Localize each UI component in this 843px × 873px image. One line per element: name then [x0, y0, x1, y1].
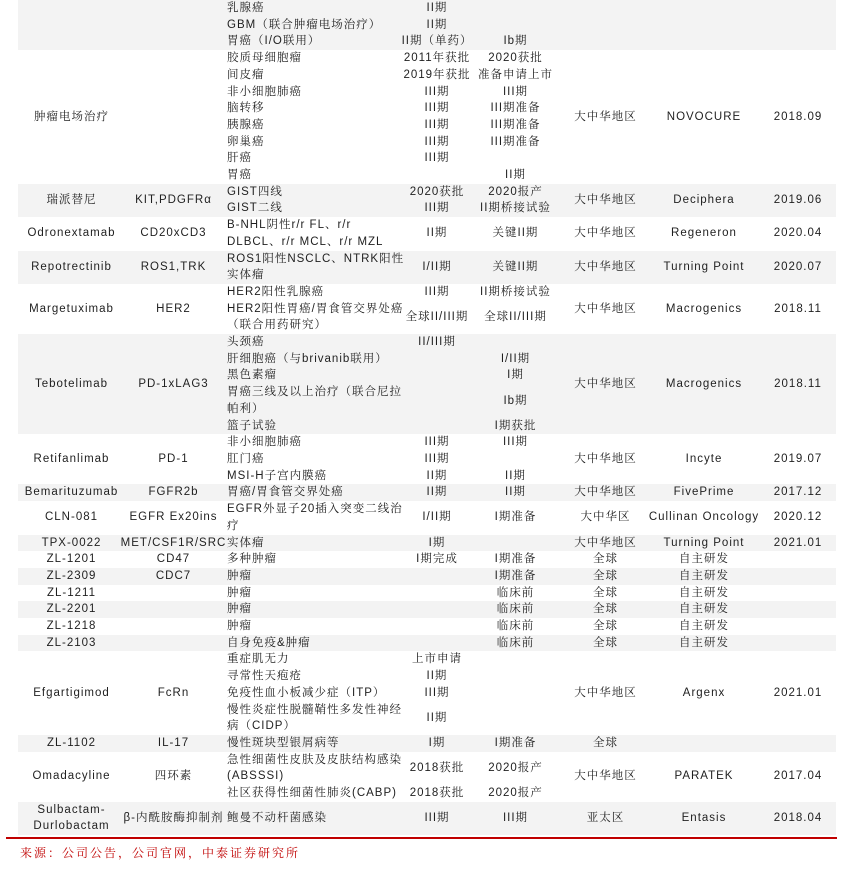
- indication-row: [222, 668, 563, 685]
- partner-cell: Deciphera: [673, 194, 735, 207]
- status-column2-cell: 临床前: [496, 636, 535, 649]
- indication-status-block: [222, 601, 563, 618]
- indication-row: [222, 585, 563, 602]
- indication-row: [222, 0, 563, 17]
- indication-row: [222, 33, 563, 50]
- pipeline-row-group: [18, 635, 836, 652]
- pipeline-row-group: [18, 601, 836, 618]
- region-cell: 大中华地区: [574, 302, 637, 315]
- pipeline-row-group: [18, 434, 836, 484]
- partner-cell: Macrogenics: [665, 302, 743, 315]
- indication-cell: 社区获得性细菌性肺炎(CABP): [227, 787, 397, 800]
- drug-name-cell: ZL-2201: [46, 603, 97, 616]
- target-cell: MET/CSF1R/SRC: [120, 536, 227, 549]
- status-column2-cell: 2020报产: [488, 761, 543, 774]
- drug-name-cell: CLN-081: [44, 511, 99, 524]
- date-cell: 2020.04: [773, 227, 823, 240]
- indication-cell: 多种肿瘤: [227, 553, 277, 566]
- status-column1-cell: II期: [426, 469, 448, 482]
- status-column2-cell: 2020获批: [488, 52, 543, 65]
- pipeline-row-group: [18, 551, 836, 568]
- indication-status-block: [222, 535, 563, 552]
- region-cell: 大中华地区: [574, 452, 637, 465]
- status-column1-cell: 2011年获批: [403, 52, 471, 65]
- target-cell: EGFR Ex20ins: [129, 511, 218, 524]
- status-column2-cell: 2020报产: [488, 185, 543, 198]
- indication-cell: 非小细胞肺癌: [227, 85, 302, 98]
- date-cell: [760, 635, 836, 652]
- target-cell: FcRn: [157, 686, 190, 699]
- target-cell: HER2: [156, 302, 191, 315]
- target-cell: β-内酰胺酶抑制剂: [123, 812, 224, 825]
- date-cell: [760, 585, 836, 602]
- indication-cell: 胶质母细胞瘤: [227, 52, 302, 65]
- date-cell: [760, 601, 836, 618]
- status-column2-cell: 临床前: [496, 620, 535, 633]
- indication-cell: 慢性斑块型银屑病等: [227, 736, 340, 749]
- date-cell: [760, 568, 836, 585]
- status-column2-cell: II期桥接试验: [480, 285, 551, 298]
- indication-status-block: [222, 651, 563, 735]
- indication-cell: 胰腺癌: [227, 118, 265, 131]
- pipeline-row-group: [18, 184, 836, 217]
- status-column2-cell: 关键II期: [492, 260, 539, 273]
- indication-cell: 免疫性血小板减少症（ITP）: [227, 686, 386, 699]
- target-cell: PD-1: [158, 452, 189, 465]
- date-cell: [760, 0, 836, 50]
- pipeline-row-group: [18, 334, 836, 434]
- pipeline-row-group: [18, 284, 836, 334]
- partner-cell: Macrogenics: [665, 377, 743, 390]
- drug-name-cell: Bemarituzumab: [24, 486, 119, 499]
- partner-cell: Argenx: [682, 686, 726, 699]
- indication-cell: 胃癌三线及以上治疗（联合尼拉帕利）: [227, 386, 402, 415]
- indication-row: [222, 568, 563, 585]
- indication-cell: GIST四线: [227, 185, 283, 198]
- indication-cell: 卵巢癌: [227, 135, 265, 148]
- status-column2-cell: 临床前: [496, 586, 535, 599]
- status-column2-cell: I期准备: [494, 569, 537, 582]
- indication-row: [222, 451, 563, 468]
- indication-cell: HER2阳性乳腺癌: [227, 285, 325, 298]
- date-cell: 2020.07: [773, 260, 823, 273]
- indication-status-block: [222, 217, 563, 250]
- indication-row: [222, 301, 563, 334]
- status-column1-cell: III期: [424, 85, 450, 98]
- target-cell: IL-17: [157, 736, 190, 749]
- indication-cell: 肿瘤: [227, 603, 252, 616]
- region-cell: 大中华地区: [574, 377, 637, 390]
- status-column2-cell: III期准备: [490, 118, 541, 131]
- target-cell: ROS1,TRK: [140, 260, 207, 273]
- indication-cell: 实体瘤: [227, 536, 265, 549]
- indication-row: [222, 251, 563, 284]
- partner-cell: 自主研发: [679, 603, 729, 616]
- indication-cell: 黑色素瘤: [227, 369, 277, 382]
- indication-cell: 间皮瘤: [227, 68, 265, 81]
- region-cell: 大中华地区: [574, 770, 637, 783]
- target-cell: FGFR2b: [148, 486, 199, 499]
- indication-status-block: [222, 434, 563, 484]
- pipeline-row-group: [18, 618, 836, 635]
- drug-name-cell: Sulbactam-Durlobactam: [33, 803, 110, 833]
- status-column2-cell: II期桥接试验: [480, 202, 551, 215]
- indication-status-block: [222, 618, 563, 635]
- indication-row: [222, 84, 563, 101]
- date-cell: 2017.12: [773, 486, 823, 499]
- partner-cell: FivePrime: [673, 486, 735, 499]
- date-cell: 2017.04: [773, 770, 823, 783]
- indication-cell: GBM（联合肿瘤电场治疗）: [227, 18, 382, 31]
- indication-cell: 胃癌（I/O联用）: [227, 35, 321, 48]
- status-column1-cell: I期: [428, 736, 446, 749]
- indication-cell: 头颈癌: [227, 336, 265, 349]
- status-column2-cell: II期: [505, 469, 526, 482]
- indication-status-block: [222, 635, 563, 652]
- status-column1-cell: III期: [424, 686, 450, 699]
- date-cell: [760, 551, 836, 568]
- date-cell: 2018.11: [774, 377, 822, 390]
- indication-status-block: [222, 735, 563, 752]
- region-cell: 亚太区: [586, 812, 625, 825]
- status-column2-cell: Ib期: [503, 35, 528, 48]
- indication-row: [222, 17, 563, 34]
- drug-name-cell: Efgartigimod: [33, 686, 110, 699]
- date-cell: 2019.06: [773, 194, 823, 207]
- drug-name-cell: [18, 0, 125, 50]
- status-column1-cell: II期: [426, 227, 448, 240]
- status-column2-cell: 2020报产: [488, 787, 543, 800]
- partner-cell: [648, 735, 760, 752]
- status-column1-cell: 2018获批: [409, 787, 465, 800]
- drug-name-cell: Omadacyline: [32, 770, 111, 783]
- region-cell: 大中华地区: [574, 260, 637, 273]
- status-column2-cell: 临床前: [496, 603, 535, 616]
- indication-row: [222, 618, 563, 635]
- indication-cell: EGFR外显子20插入突变二线治疗: [227, 503, 403, 532]
- indication-status-block: [222, 585, 563, 602]
- indication-cell: B-NHL阴性r/r FL、r/r DLBCL、r/r MCL、r/r MZL: [227, 219, 384, 248]
- partner-cell: PARATEK: [674, 770, 734, 783]
- indication-row: [222, 785, 563, 802]
- indication-cell: 肝细胞癌（与brivanib联用）: [227, 352, 388, 365]
- pipeline-row-group: [18, 0, 836, 50]
- indication-row: [222, 601, 563, 618]
- status-column1-cell: II期: [426, 670, 448, 683]
- drug-name-cell: 肿瘤电场治疗: [34, 110, 109, 123]
- partner-cell: 自主研发: [679, 569, 729, 582]
- date-cell: 2019.07: [773, 452, 823, 465]
- target-cell: [125, 618, 222, 635]
- pipeline-row-group: [18, 535, 836, 552]
- region-cell: 大中华地区: [574, 686, 637, 699]
- indication-cell: ROS1阳性NSCLC、NTRK阳性实体瘤: [227, 252, 405, 282]
- region-cell: 全球: [593, 553, 618, 566]
- drug-name-cell: Odronextamab: [27, 227, 116, 240]
- region-cell: 大中华地区: [574, 110, 637, 123]
- status-column2-cell: I期准备: [494, 511, 537, 524]
- indication-status-block: [222, 284, 563, 334]
- date-cell: 2021.01: [773, 686, 823, 699]
- drug-name-cell: ZL-2309: [46, 569, 97, 582]
- indication-row: [222, 217, 563, 250]
- target-cell: [125, 635, 222, 652]
- indication-row: [222, 367, 563, 384]
- indication-row: [222, 635, 563, 652]
- indication-row: [222, 434, 563, 451]
- status-column2-cell: III期: [502, 436, 529, 449]
- status-column2-cell: III期准备: [490, 102, 541, 115]
- region-cell: 全球: [593, 603, 618, 616]
- status-column2-cell: III期准备: [490, 135, 541, 148]
- status-column1-cell: I/II期: [422, 511, 452, 524]
- status-column2-cell: I期获批: [494, 419, 537, 432]
- partner-cell: [648, 0, 760, 50]
- partner-cell: Turning Point: [663, 536, 745, 549]
- drug-name-cell: Tebotelimab: [34, 377, 108, 390]
- pipeline-row-group: [18, 752, 836, 802]
- indication-cell: HER2阳性胃癌/胃食管交界处癌（联合用药研究）: [227, 302, 404, 332]
- target-cell: CD20xCD3: [140, 227, 207, 240]
- indication-status-block: [222, 0, 563, 50]
- status-column1-cell: I/II期: [422, 260, 452, 273]
- indication-status-block: [222, 251, 563, 284]
- status-column1-cell: III期: [424, 452, 450, 465]
- target-cell: [125, 0, 222, 50]
- region-cell: [563, 0, 648, 50]
- pipeline-row-group: [18, 251, 836, 284]
- indication-row: [222, 100, 563, 117]
- indication-row: [222, 167, 563, 184]
- status-column2-cell: I期准备: [494, 736, 537, 749]
- indication-row: [222, 810, 563, 827]
- indication-row: [222, 334, 563, 351]
- indication-row: [222, 284, 563, 301]
- pipeline-row-group: [18, 217, 836, 250]
- status-column2-cell: 关键II期: [492, 227, 539, 240]
- indication-row: [222, 501, 563, 534]
- status-column1-cell: III期: [424, 135, 450, 148]
- indication-status-block: [222, 752, 563, 802]
- indication-row: [222, 551, 563, 568]
- pipeline-row-group: [18, 735, 836, 752]
- indication-status-block: [222, 551, 563, 568]
- indication-cell: 自身免疫&肿瘤: [227, 636, 311, 649]
- footer-divider: [6, 837, 837, 839]
- indication-cell: 鲍曼不动杆菌感染: [227, 812, 327, 825]
- status-column2-cell: I/II期: [500, 352, 531, 365]
- region-cell: 全球: [593, 569, 618, 582]
- target-cell: CDC7: [155, 569, 192, 582]
- date-cell: [760, 735, 836, 752]
- status-column1-cell: II期（单药）: [401, 35, 473, 48]
- region-cell: 全球: [593, 636, 618, 649]
- status-column2-cell: III期: [502, 85, 529, 98]
- region-cell: 全球: [593, 736, 618, 749]
- indication-cell: 肝癌: [227, 152, 252, 165]
- indication-row: [222, 134, 563, 151]
- status-column1-cell: II期: [426, 18, 448, 31]
- date-cell: 2020.12: [773, 511, 823, 524]
- status-column1-cell: 全球II/III期: [405, 311, 469, 323]
- pipeline-row-group: [18, 484, 836, 501]
- partner-cell: NOVOCURE: [666, 110, 742, 123]
- indication-row: [222, 535, 563, 552]
- target-cell: [125, 601, 222, 618]
- region-cell: 大中华地区: [574, 536, 637, 549]
- region-cell: 大中华地区: [574, 227, 637, 240]
- status-column1-cell: III期: [424, 102, 450, 115]
- target-cell: [125, 585, 222, 602]
- region-cell: 大中华区: [580, 511, 631, 524]
- pipeline-row-group: [18, 501, 836, 534]
- pipeline-row-group: [18, 568, 836, 585]
- indication-row: [222, 117, 563, 134]
- date-cell: 2018.09: [773, 110, 823, 123]
- drug-name-cell: 瑞派替尼: [46, 194, 97, 207]
- indication-cell: 寻常性天疱疮: [227, 670, 302, 683]
- indication-row: [222, 150, 563, 167]
- date-cell: 2018.11: [774, 302, 822, 315]
- indication-row: [222, 200, 563, 217]
- indication-status-block: [222, 50, 563, 184]
- status-column2-cell: II期: [505, 486, 526, 499]
- status-column2-cell: Ib期: [503, 394, 528, 407]
- status-column1-cell: 上市申请: [412, 653, 462, 666]
- indication-cell: 篮子试验: [227, 419, 277, 432]
- indication-row: [222, 651, 563, 668]
- status-column1-cell: I期: [428, 536, 446, 549]
- indication-row: [222, 50, 563, 67]
- status-column1-cell: III期: [424, 812, 450, 825]
- source-note: 来源：公司公告，公司官网，中泰证券研究所: [20, 846, 301, 861]
- status-column1-cell: 2020获批: [409, 185, 465, 198]
- target-cell: [125, 50, 222, 184]
- partner-cell: 自主研发: [679, 636, 729, 649]
- status-column1-cell: II期: [426, 2, 448, 14]
- indication-cell: 胃癌/胃食管交界处癌: [227, 486, 344, 499]
- partner-cell: Cullinan Oncology: [648, 511, 760, 524]
- status-column2-cell: 准备申请上市: [478, 68, 553, 81]
- status-column1-cell: III期: [424, 285, 450, 298]
- indication-status-block: [222, 484, 563, 501]
- status-column1-cell: 2018获批: [409, 761, 465, 774]
- indication-row: [222, 702, 563, 735]
- indication-cell: GIST二线: [227, 202, 283, 215]
- status-column2-cell: I期准备: [494, 553, 537, 566]
- partner-cell: Regeneron: [671, 227, 737, 240]
- indication-cell: 慢性炎症性脱髓鞘性多发性神经病（CIDP）: [227, 703, 402, 733]
- indication-cell: 急性细菌性皮肤及皮肤结构感染(ABSSSI): [227, 753, 402, 783]
- indication-cell: 脑转移: [227, 102, 265, 115]
- indication-row: [222, 752, 563, 785]
- status-column1-cell: II期: [426, 711, 448, 724]
- drug-pipeline-table: [18, 0, 836, 835]
- status-column1-cell: 2019年获批: [403, 68, 471, 81]
- partner-cell: Entasis: [681, 812, 727, 825]
- status-column2-cell: I期: [507, 369, 524, 382]
- pipeline-row-group: [18, 802, 836, 835]
- drug-name-cell: ZL-1102: [47, 736, 96, 749]
- indication-cell: 乳腺癌: [227, 2, 265, 14]
- indication-cell: 肿瘤: [227, 586, 252, 599]
- indication-row: [222, 484, 563, 501]
- indication-cell: 肿瘤: [227, 569, 252, 582]
- indication-row: [222, 735, 563, 752]
- drug-name-cell: TPX-0022: [41, 536, 102, 549]
- partner-cell: 自主研发: [679, 586, 729, 599]
- region-cell: 大中华地区: [574, 486, 637, 499]
- indication-cell: 重症肌无力: [227, 653, 290, 666]
- status-column2-cell: 全球II/III期: [484, 311, 547, 323]
- date-cell: 2018.04: [773, 812, 823, 825]
- indication-cell: 胃癌: [227, 169, 252, 182]
- drug-name-cell: ZL-1201: [46, 553, 97, 566]
- indication-row: [222, 67, 563, 84]
- region-cell: 大中华地区: [574, 194, 637, 207]
- partner-cell: 自主研发: [679, 620, 729, 633]
- indication-row: [222, 184, 563, 201]
- partner-cell: Turning Point: [663, 260, 745, 273]
- indication-row: [222, 468, 563, 485]
- status-column1-cell: III期: [424, 202, 450, 215]
- status-column1-cell: II期: [426, 486, 448, 499]
- date-cell: [760, 618, 836, 635]
- indication-row: [222, 351, 563, 368]
- indication-row: [222, 685, 563, 702]
- status-column1-cell: III期: [424, 436, 450, 449]
- target-cell: PD-1xLAG3: [138, 377, 209, 390]
- indication-row: [222, 384, 563, 417]
- indication-cell: 非小细胞肺癌: [227, 436, 302, 449]
- target-cell: KIT,PDGFRα: [135, 194, 212, 207]
- date-cell: 2021.01: [773, 536, 823, 549]
- region-cell: 全球: [593, 620, 618, 633]
- drug-name-cell: ZL-1218: [46, 620, 97, 633]
- drug-name-cell: Retifanlimab: [33, 452, 110, 465]
- partner-cell: 自主研发: [679, 553, 729, 566]
- status-column2-cell: II期: [505, 169, 526, 182]
- drug-name-cell: Repotrectinib: [31, 260, 112, 273]
- indication-status-block: [222, 184, 563, 217]
- region-cell: 全球: [593, 586, 618, 599]
- status-column1-cell: III期: [424, 118, 450, 131]
- partner-cell: Incyte: [685, 452, 723, 465]
- pipeline-row-group: [18, 585, 836, 602]
- indication-status-block: [222, 568, 563, 585]
- target-cell: CD47: [156, 553, 191, 566]
- indication-cell: 肛门癌: [227, 452, 265, 465]
- indication-row: [222, 418, 563, 435]
- pipeline-row-group: [18, 651, 836, 735]
- indication-status-block: [222, 501, 563, 534]
- drug-name-cell: Margetuximab: [29, 302, 114, 315]
- status-column1-cell: II/III期: [418, 336, 456, 349]
- indication-cell: MSI-H子宫内膜癌: [227, 469, 328, 482]
- drug-name-cell: ZL-1211: [47, 586, 96, 599]
- indication-status-block: [222, 802, 563, 835]
- indication-cell: 肿瘤: [227, 620, 252, 633]
- status-column1-cell: III期: [424, 152, 450, 165]
- status-column1-cell: I期完成: [416, 553, 458, 566]
- drug-name-cell: ZL-2103: [46, 636, 97, 649]
- pipeline-row-group: [18, 50, 836, 184]
- indication-status-block: [222, 334, 563, 434]
- target-cell: 四环素: [154, 770, 193, 783]
- status-column2-cell: III期: [502, 812, 529, 825]
